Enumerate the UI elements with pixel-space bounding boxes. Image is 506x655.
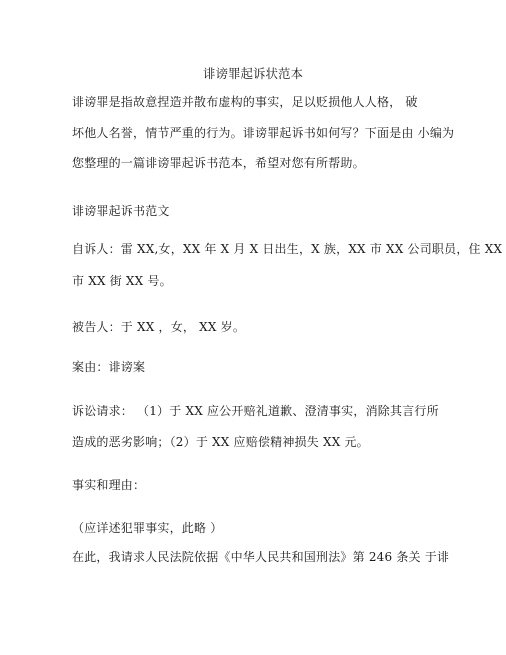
plaintiff-line-1: 自诉人：雷 XX,女，XX 年 X 月 X 日出生，X 族，XX 市 XX 公司职员，住 XX (72, 242, 503, 256)
intro-line-1: 诽谤罪是指故意捏造并散布虚构的事实，足以贬损他人人格， 破 (72, 95, 418, 109)
defendant-line: 被告人：于 XX ，女， XX 岁。 (72, 320, 246, 334)
document-title: 诽谤罪起诉状范本 (202, 66, 303, 81)
closing-line: 在此，我请求人民法院依据《中华人民共和国刑法》第 246 条关 于诽 (72, 550, 450, 564)
section-subtitle: 诽谤罪起诉书范文 (72, 204, 170, 218)
facts-heading: 事实和理由： (72, 478, 146, 492)
intro-line-2: 坏他人名誉，情节严重的行为。诽谤罪起诉书如何写？下面是由 小编为 (72, 126, 455, 140)
intro-line-3: 您整理的一篇诽谤罪起诉书范本，希望对您有所帮助。 (72, 156, 365, 170)
facts-note: （应详述犯罪事实，此略 ） (72, 521, 223, 535)
plaintiff-line-2: 市 XX 街 XX 号。 (72, 274, 172, 288)
cause-line: 案由：诽谤案 (72, 360, 146, 374)
claims-line-1: 诉讼请求： （1）于 XX 应公开赔礼道歉、澄清事实，消除其言行所 (72, 404, 439, 418)
claims-line-2: 造成的恶劣影响；（2）于 XX 应赔偿精神损失 XX 元。 (72, 435, 369, 449)
